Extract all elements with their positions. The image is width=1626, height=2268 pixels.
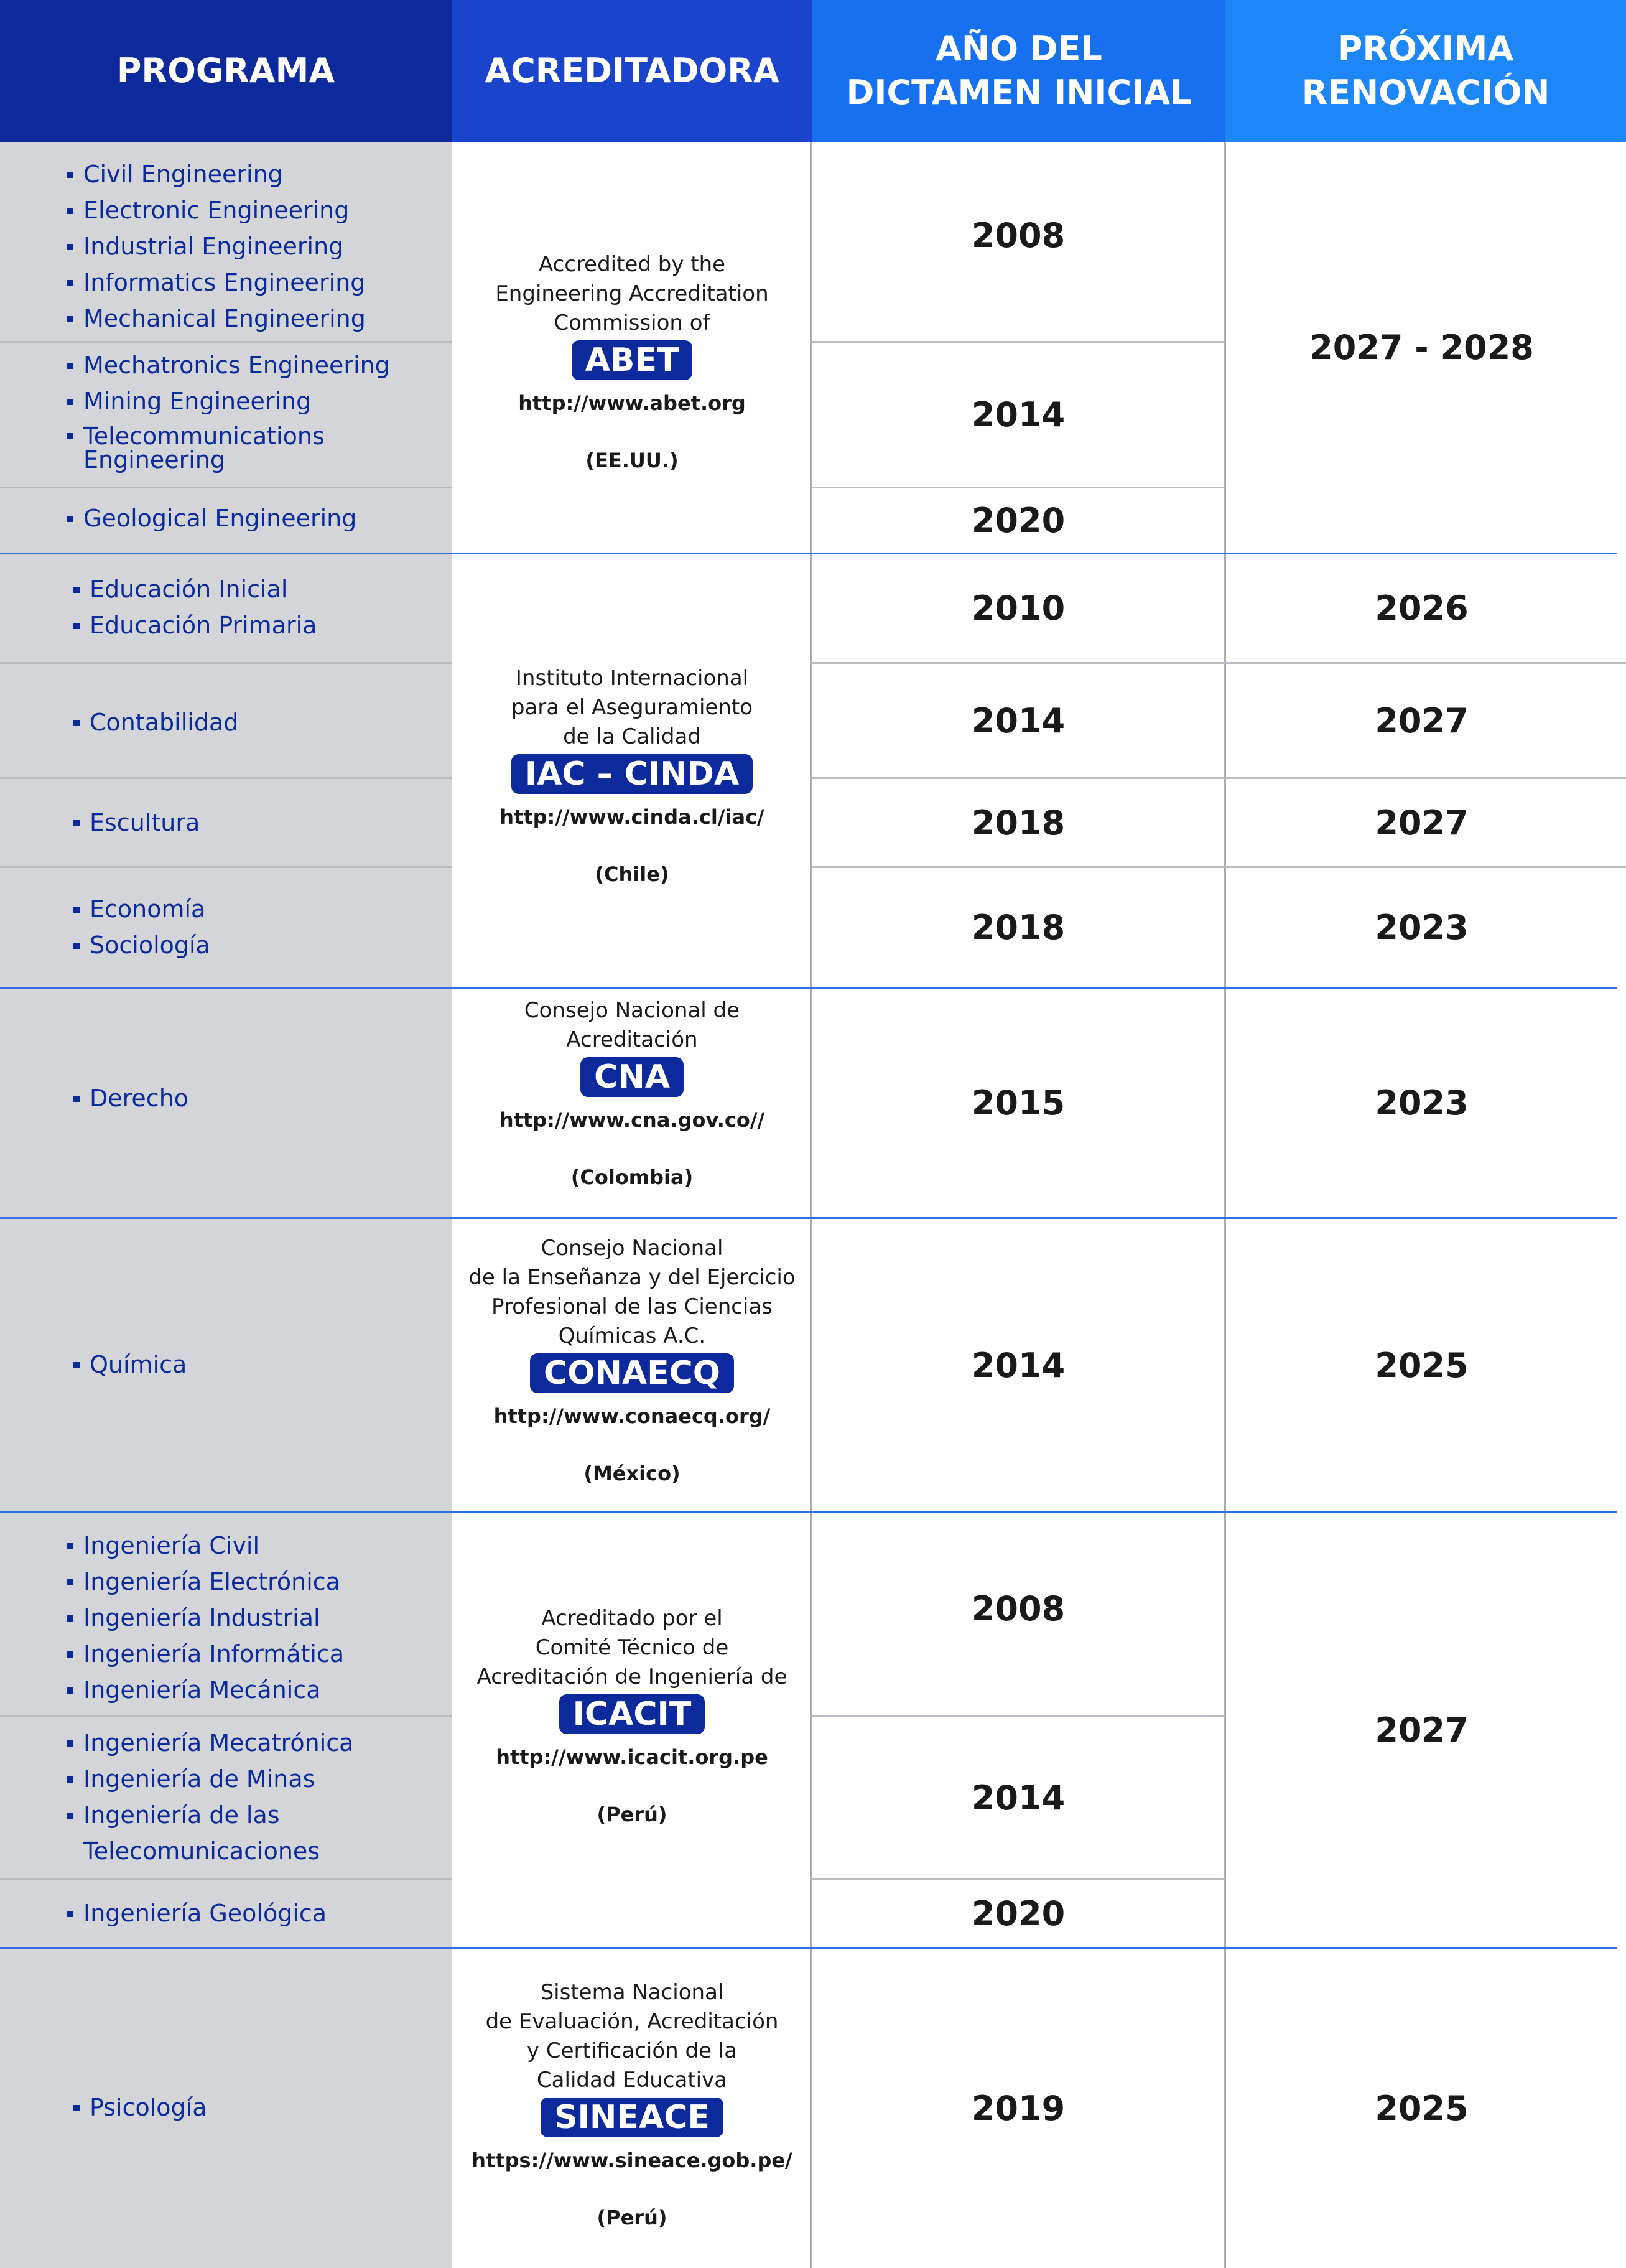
program-list bbox=[67, 347, 390, 477]
program-list bbox=[67, 500, 356, 536]
row-divider bbox=[0, 866, 452, 868]
program-item: Ingeniería Mecatrónica bbox=[67, 1725, 353, 1761]
program-list bbox=[67, 156, 366, 337]
accreditor-country: (Perú) bbox=[597, 2206, 667, 2229]
program-item: Derecho bbox=[73, 1080, 188, 1116]
program-item: Ingeniería de Minas bbox=[67, 1761, 353, 1797]
renewal-year: 2027 bbox=[1375, 701, 1469, 740]
row-divider bbox=[0, 1878, 452, 1880]
row-divider bbox=[0, 1715, 452, 1717]
renewal-year: 2027 bbox=[1375, 803, 1469, 842]
program-item: Educación Inicial bbox=[73, 571, 317, 607]
row-divider bbox=[0, 487, 452, 488]
initial-year: 2020 bbox=[971, 501, 1066, 540]
accreditor-badge: SINEACE bbox=[541, 2098, 723, 2137]
row-divider bbox=[0, 341, 452, 343]
initial-year: 2018 bbox=[971, 908, 1066, 947]
renewal-year: 2025 bbox=[1375, 1345, 1469, 1385]
accreditor-icacit bbox=[452, 1604, 812, 1829]
program-item: Industrial Engineering bbox=[67, 228, 366, 264]
renewal-year: 2027 - 2028 bbox=[1309, 327, 1534, 367]
accreditor-url[interactable]: https://www.sineace.gob.pe/ bbox=[472, 2149, 792, 2172]
accreditor-badge: ABET bbox=[572, 340, 693, 380]
accreditor-conaecq bbox=[452, 1234, 812, 1488]
program-item: Ingeniería Informática bbox=[67, 1636, 344, 1672]
header-acreditadora: ACREDITADORA bbox=[452, 0, 812, 142]
program-item: Geological Engineering bbox=[67, 500, 356, 536]
program-item: Escultura bbox=[73, 805, 200, 841]
accreditor-description: Sistema Nacional de Evaluación, Acreditación y Certificación de la Calidad Educativa bbox=[485, 1980, 779, 2093]
program-list bbox=[73, 1346, 187, 1383]
accreditor-url[interactable]: http://www.cna.gov.co// bbox=[499, 1108, 765, 1132]
program-list bbox=[67, 1725, 353, 1869]
row-divider bbox=[0, 777, 452, 779]
accreditor-url[interactable]: http://www.abet.org bbox=[518, 391, 746, 415]
program-item: Educación Primaria bbox=[73, 607, 317, 643]
renewal-year: 2023 bbox=[1375, 1083, 1469, 1122]
program-list bbox=[73, 2089, 207, 2126]
header-proxima-renovacion: PRÓXIMA RENOVACIÓN bbox=[1225, 0, 1626, 142]
accreditor-url[interactable]: http://www.icacit.org.pe bbox=[496, 1745, 768, 1769]
accreditor-country: (EE.UU.) bbox=[585, 449, 679, 472]
initial-year: 2008 bbox=[971, 1589, 1066, 1628]
program-item: Ingeniería Mecánica bbox=[67, 1672, 344, 1708]
program-item: Ingeniería Geológica bbox=[67, 1895, 327, 1931]
program-item: Mechanical Engineering bbox=[67, 301, 366, 337]
initial-year: 2020 bbox=[971, 1894, 1066, 1933]
program-item-continued: Telecomunicaciones bbox=[83, 1837, 320, 1865]
program-list bbox=[67, 1895, 327, 1931]
program-item: Química bbox=[73, 1346, 187, 1383]
accreditor-badge: CONAECQ bbox=[530, 1353, 734, 1393]
program-item: Telecommunications Engineering bbox=[67, 419, 390, 477]
initial-year: 2015 bbox=[971, 1083, 1066, 1122]
accreditor-url[interactable]: http://www.conaecq.org/ bbox=[493, 1404, 771, 1428]
program-item: Sociología bbox=[73, 927, 210, 963]
header-programa: PROGRAMA bbox=[0, 0, 452, 142]
initial-year: 2018 bbox=[971, 803, 1066, 842]
initial-year: 2008 bbox=[971, 215, 1066, 255]
program-list bbox=[73, 571, 317, 643]
program-item: Psicología bbox=[73, 2089, 207, 2126]
accreditor-country: (México) bbox=[583, 1462, 681, 1485]
program-list bbox=[73, 891, 210, 963]
accreditor-badge: IAC – CINDA bbox=[511, 754, 753, 794]
accreditor-cna bbox=[452, 996, 812, 1192]
accreditor-description: Consejo Nacional de Acreditación bbox=[524, 998, 740, 1052]
row-divider bbox=[0, 662, 452, 664]
accreditor-description: Accredited by the Engineering Accreditation Commission of bbox=[495, 252, 769, 335]
program-item: Contabilidad bbox=[73, 704, 238, 740]
program-list bbox=[73, 704, 238, 740]
accreditor-iac-cinda bbox=[452, 664, 812, 889]
program-item: Informatics Engineering bbox=[67, 264, 366, 301]
accreditor-country: (Chile) bbox=[595, 862, 669, 886]
renewal-year: 2026 bbox=[1375, 589, 1469, 628]
initial-year: 2014 bbox=[971, 1345, 1066, 1385]
program-item: Ingeniería Industrial bbox=[67, 1600, 344, 1636]
program-item: Electronic Engineering bbox=[67, 192, 366, 228]
initial-year: 2014 bbox=[971, 1778, 1066, 1818]
program-list bbox=[73, 805, 200, 841]
accreditor-sineace bbox=[452, 1978, 812, 2232]
accreditor-description: Acreditado por el Comité Técnico de Acreditación de Ingeniería de bbox=[476, 1606, 787, 1689]
accreditor-badge: CNA bbox=[580, 1057, 684, 1097]
accreditor-country: (Colombia) bbox=[570, 1165, 694, 1189]
program-list bbox=[73, 1080, 188, 1116]
program-item: Mechatronics Engineering bbox=[67, 347, 390, 383]
accreditor-url[interactable]: http://www.cinda.cl/iac/ bbox=[499, 805, 764, 829]
renewal-year: 2023 bbox=[1375, 908, 1469, 947]
accreditor-description: Consejo Nacional de la Enseñanza y del Ejercicio Profesional de las Ciencias Químicas A.C. bbox=[468, 1236, 796, 1348]
initial-year: 2014 bbox=[971, 701, 1066, 740]
accreditor-description: Instituto Internacional para el Aseguramiento de la Calidad bbox=[511, 666, 753, 749]
program-item: Economía bbox=[73, 891, 210, 927]
program-item: Mining Engineering bbox=[67, 383, 390, 419]
program-item: Ingeniería Electrónica bbox=[67, 1564, 344, 1600]
accreditor-country: (Perú) bbox=[597, 1803, 667, 1826]
program-item: Civil Engineering bbox=[67, 156, 366, 192]
accreditor-abet bbox=[452, 250, 812, 475]
accreditor-badge: ICACIT bbox=[559, 1694, 705, 1734]
initial-year: 2019 bbox=[971, 2089, 1066, 2128]
renewal-year: 2025 bbox=[1375, 2089, 1469, 2128]
header-anio-dictamen: AÑO DEL DICTAMEN INICIAL bbox=[812, 0, 1225, 142]
program-list bbox=[67, 1528, 344, 1708]
initial-year: 2014 bbox=[971, 395, 1066, 434]
initial-year: 2010 bbox=[971, 589, 1066, 628]
program-item: Ingeniería Civil bbox=[67, 1528, 344, 1564]
program-item: Ingeniería de las bbox=[67, 1797, 353, 1833]
renewal-year: 2027 bbox=[1375, 1710, 1469, 1750]
